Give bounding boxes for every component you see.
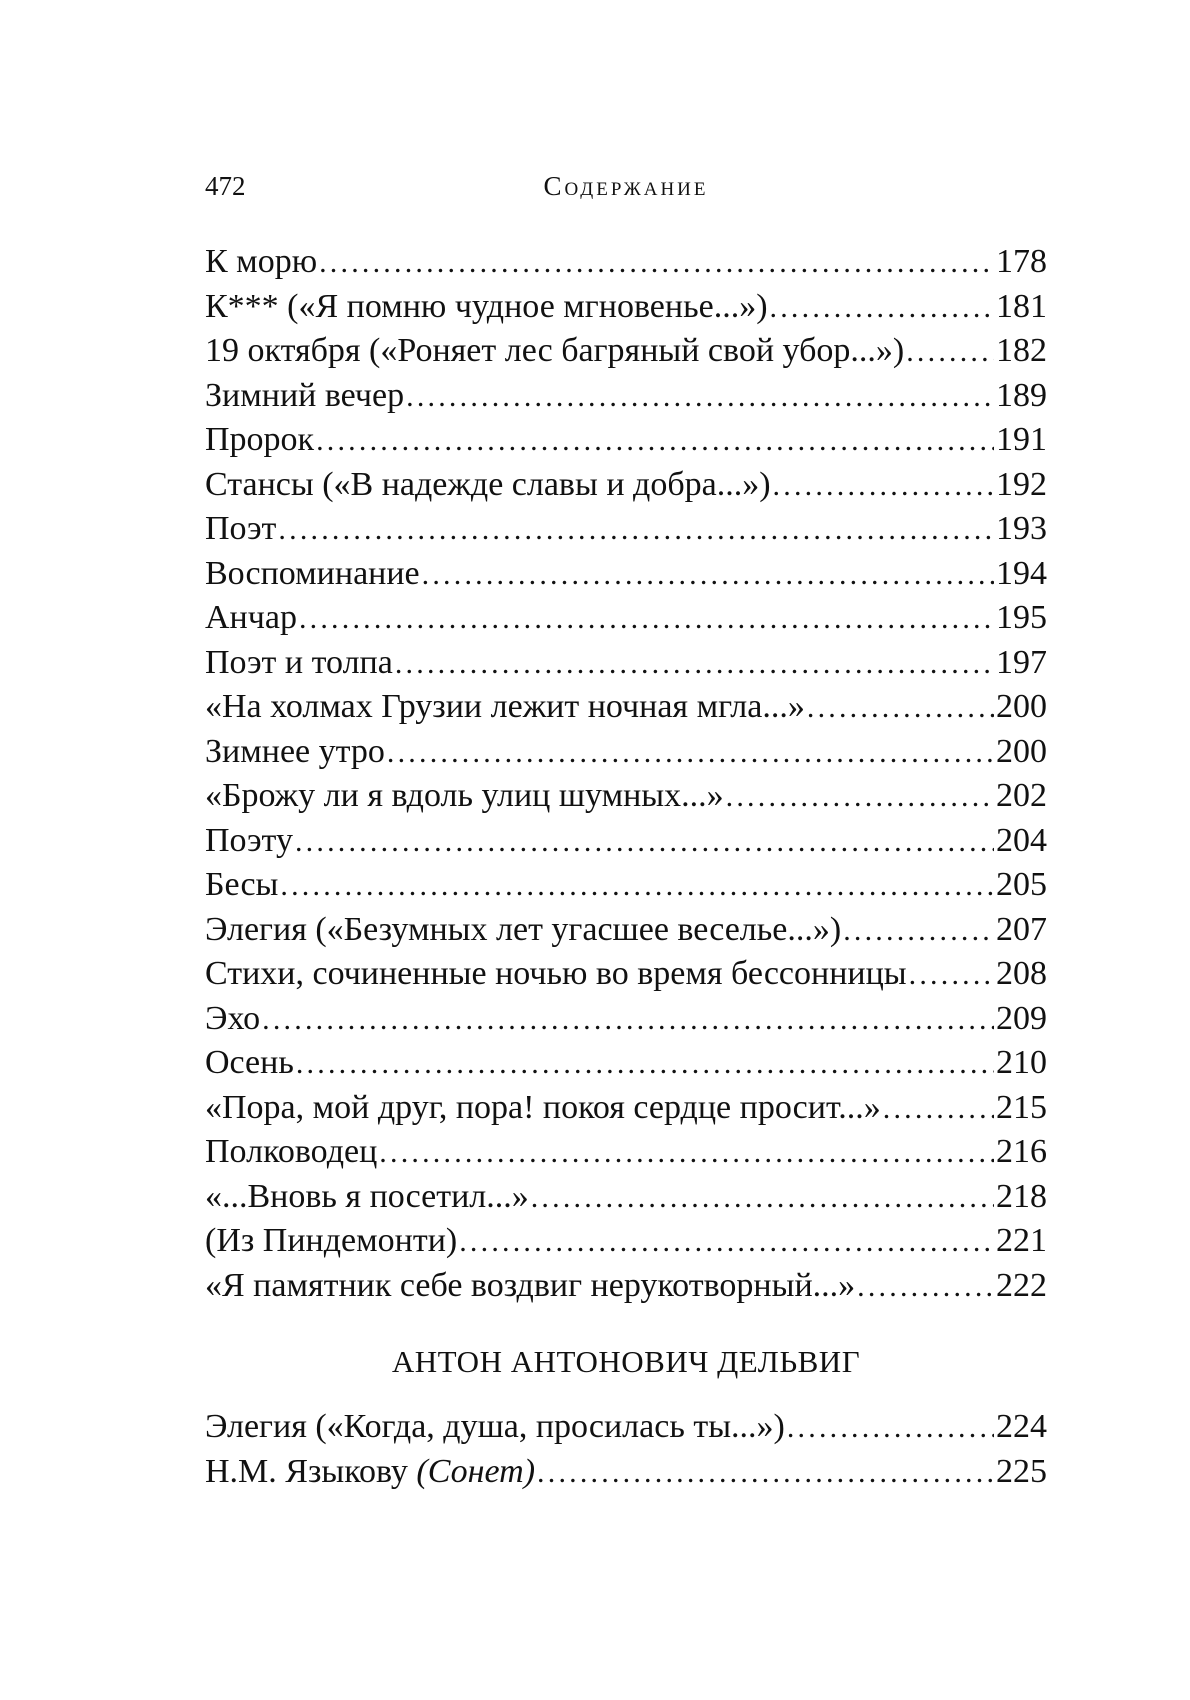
toc-dot-leader — [280, 864, 994, 909]
toc-entry — [205, 507, 1047, 552]
toc-dot-leader — [278, 508, 994, 553]
toc-dot-leader — [773, 464, 994, 509]
toc-entry-title: Бесы — [205, 866, 279, 903]
toc-entry-subtitle: (Сонет) — [416, 1452, 536, 1490]
toc-entry-title — [205, 1450, 535, 1495]
toc-entry — [205, 863, 1047, 908]
toc-entry-title: Поэт и толпа — [205, 643, 393, 681]
toc-entry-title: Зимний вечер — [205, 376, 405, 414]
toc-entry — [205, 774, 1047, 819]
toc-entry — [205, 997, 1047, 1042]
toc-entry — [205, 685, 1047, 730]
toc-entry-title: Стихи, сочиненные ночью во время бессонницы — [205, 955, 907, 992]
toc-entry — [205, 1405, 1047, 1450]
toc-entry-page: 191 — [996, 421, 1047, 458]
toc-entry-page: 195 — [996, 599, 1047, 636]
toc-dot-leader — [295, 820, 994, 865]
toc-entry-title: Элегия («Безумных лет угасшее веселье...») — [205, 910, 842, 948]
toc-entry-title: К морю — [205, 243, 318, 280]
toc-dot-leader — [726, 775, 994, 820]
page-number: 472 — [205, 171, 246, 201]
toc-entry-title: 19 октября («Роняет лес багряный свой убор...») — [205, 332, 905, 369]
toc-entry-title: «Я памятник себе воздвиг нерукотворный...» — [205, 1266, 856, 1304]
toc-entry-page: 202 — [996, 777, 1047, 814]
toc-dot-leader — [422, 553, 994, 598]
toc-entry-page: 215 — [996, 1088, 1047, 1126]
toc-dot-leader — [883, 1087, 994, 1132]
toc-entry-page: 192 — [996, 465, 1047, 503]
toc-dot-leader — [262, 998, 994, 1043]
toc-entry-title: «...Вновь я посетил...» — [205, 1177, 529, 1215]
running-title: Содержание — [543, 171, 709, 201]
toc-entry — [205, 596, 1047, 641]
toc-entry — [205, 1041, 1047, 1086]
toc-entry — [205, 952, 1047, 997]
toc-entry-title: (Из Пиндемонти) — [205, 1222, 458, 1259]
toc-entry-title: Эхо — [205, 999, 261, 1037]
toc-entry-title-text: Н.М. Языкову — [205, 1452, 408, 1490]
section-heading-author: АНТОН АНТОНОВИЧ ДЕЛЬВИГ — [391, 1344, 861, 1379]
toc-dot-leader — [406, 375, 994, 420]
toc-entry — [205, 329, 1047, 374]
toc-entry-title: Элегия («Когда, душа, просилась ты...») — [205, 1408, 785, 1445]
toc-entry — [205, 1219, 1047, 1264]
toc-entry-title: Воспоминание — [205, 554, 420, 592]
toc-entry-page: 225 — [996, 1452, 1047, 1490]
toc-dot-leader — [843, 909, 994, 954]
toc-dot-leader — [459, 1220, 994, 1265]
toc-entry-page: 208 — [996, 955, 1047, 992]
toc-entry-title: Пророк — [205, 421, 315, 458]
table-of-contents-delvig — [205, 1405, 1047, 1494]
toc-dot-leader — [857, 1265, 994, 1310]
toc-entry-title: Стансы («В надежде славы и добра...») — [205, 465, 771, 503]
toc-dot-leader — [770, 286, 994, 331]
toc-dot-leader — [906, 330, 994, 375]
toc-dot-leader — [531, 1176, 994, 1221]
toc-entry-page: 181 — [996, 287, 1047, 325]
toc-entry-page: 216 — [996, 1133, 1047, 1170]
toc-entry — [205, 1086, 1047, 1131]
toc-entry-title: Зимнее утро — [205, 732, 385, 770]
toc-entry-page: 209 — [996, 999, 1047, 1037]
toc-entry-page: 221 — [996, 1222, 1047, 1259]
toc-entry — [205, 374, 1047, 419]
toc-entry-title: «Брожу ли я вдоль улиц шумных...» — [205, 777, 724, 814]
toc-entry-title: К*** («Я помню чудное мгновенье...») — [205, 287, 768, 325]
toc-dot-leader — [299, 597, 994, 642]
toc-entry — [205, 418, 1047, 463]
toc-entry — [205, 908, 1047, 953]
toc-dot-leader — [379, 1131, 994, 1176]
toc-entry-page: 210 — [996, 1044, 1047, 1081]
toc-entry-page: 222 — [996, 1266, 1047, 1304]
running-head — [205, 166, 1047, 206]
toc-entry-page: 194 — [996, 554, 1047, 592]
toc-entry-title: Поэт — [205, 510, 277, 547]
toc-entry-title: Осень — [205, 1044, 294, 1081]
toc-entry-title: «Пора, мой друг, пора! покоя сердце просит...» — [205, 1088, 881, 1126]
toc-entry-title: Анчар — [205, 599, 297, 636]
toc-entry — [205, 641, 1047, 686]
toc-dot-leader — [296, 1042, 994, 1087]
table-of-contents — [205, 240, 1047, 1308]
toc-entry — [205, 819, 1047, 864]
toc-dot-leader — [909, 953, 994, 998]
toc-entry-page: 178 — [996, 243, 1047, 280]
toc-dot-leader — [387, 731, 994, 776]
toc-entry-page: 224 — [996, 1408, 1047, 1445]
toc-entry-page: 182 — [996, 332, 1047, 369]
toc-entry — [205, 1450, 1047, 1495]
toc-entry-page: 207 — [996, 910, 1047, 948]
toc-entry-page: 205 — [996, 866, 1047, 903]
toc-entry — [205, 240, 1047, 285]
toc-entry-page: 200 — [996, 732, 1047, 770]
toc-entry-page: 193 — [996, 510, 1047, 547]
toc-dot-leader — [319, 241, 994, 286]
toc-entry-title: «На холмах Грузии лежит ночная мгла...» — [205, 688, 805, 725]
toc-dot-leader — [395, 642, 994, 687]
toc-dot-leader — [537, 1451, 994, 1496]
toc-entry-title: Полководец — [205, 1133, 378, 1170]
toc-entry-page: 200 — [996, 688, 1047, 725]
toc-entry-title: Поэту — [205, 821, 293, 859]
toc-entry-page: 204 — [996, 821, 1047, 859]
toc-entry — [205, 552, 1047, 597]
toc-entry — [205, 463, 1047, 508]
toc-entry — [205, 1264, 1047, 1309]
toc-entry — [205, 1130, 1047, 1175]
toc-dot-leader — [787, 1406, 994, 1451]
toc-entry — [205, 285, 1047, 330]
toc-entry-page: 218 — [996, 1177, 1047, 1215]
toc-entry — [205, 1175, 1047, 1220]
toc-entry-page: 197 — [996, 643, 1047, 681]
toc-entry-page: 189 — [996, 376, 1047, 414]
toc-entry — [205, 730, 1047, 775]
toc-dot-leader — [807, 686, 994, 731]
toc-dot-leader — [316, 419, 994, 464]
